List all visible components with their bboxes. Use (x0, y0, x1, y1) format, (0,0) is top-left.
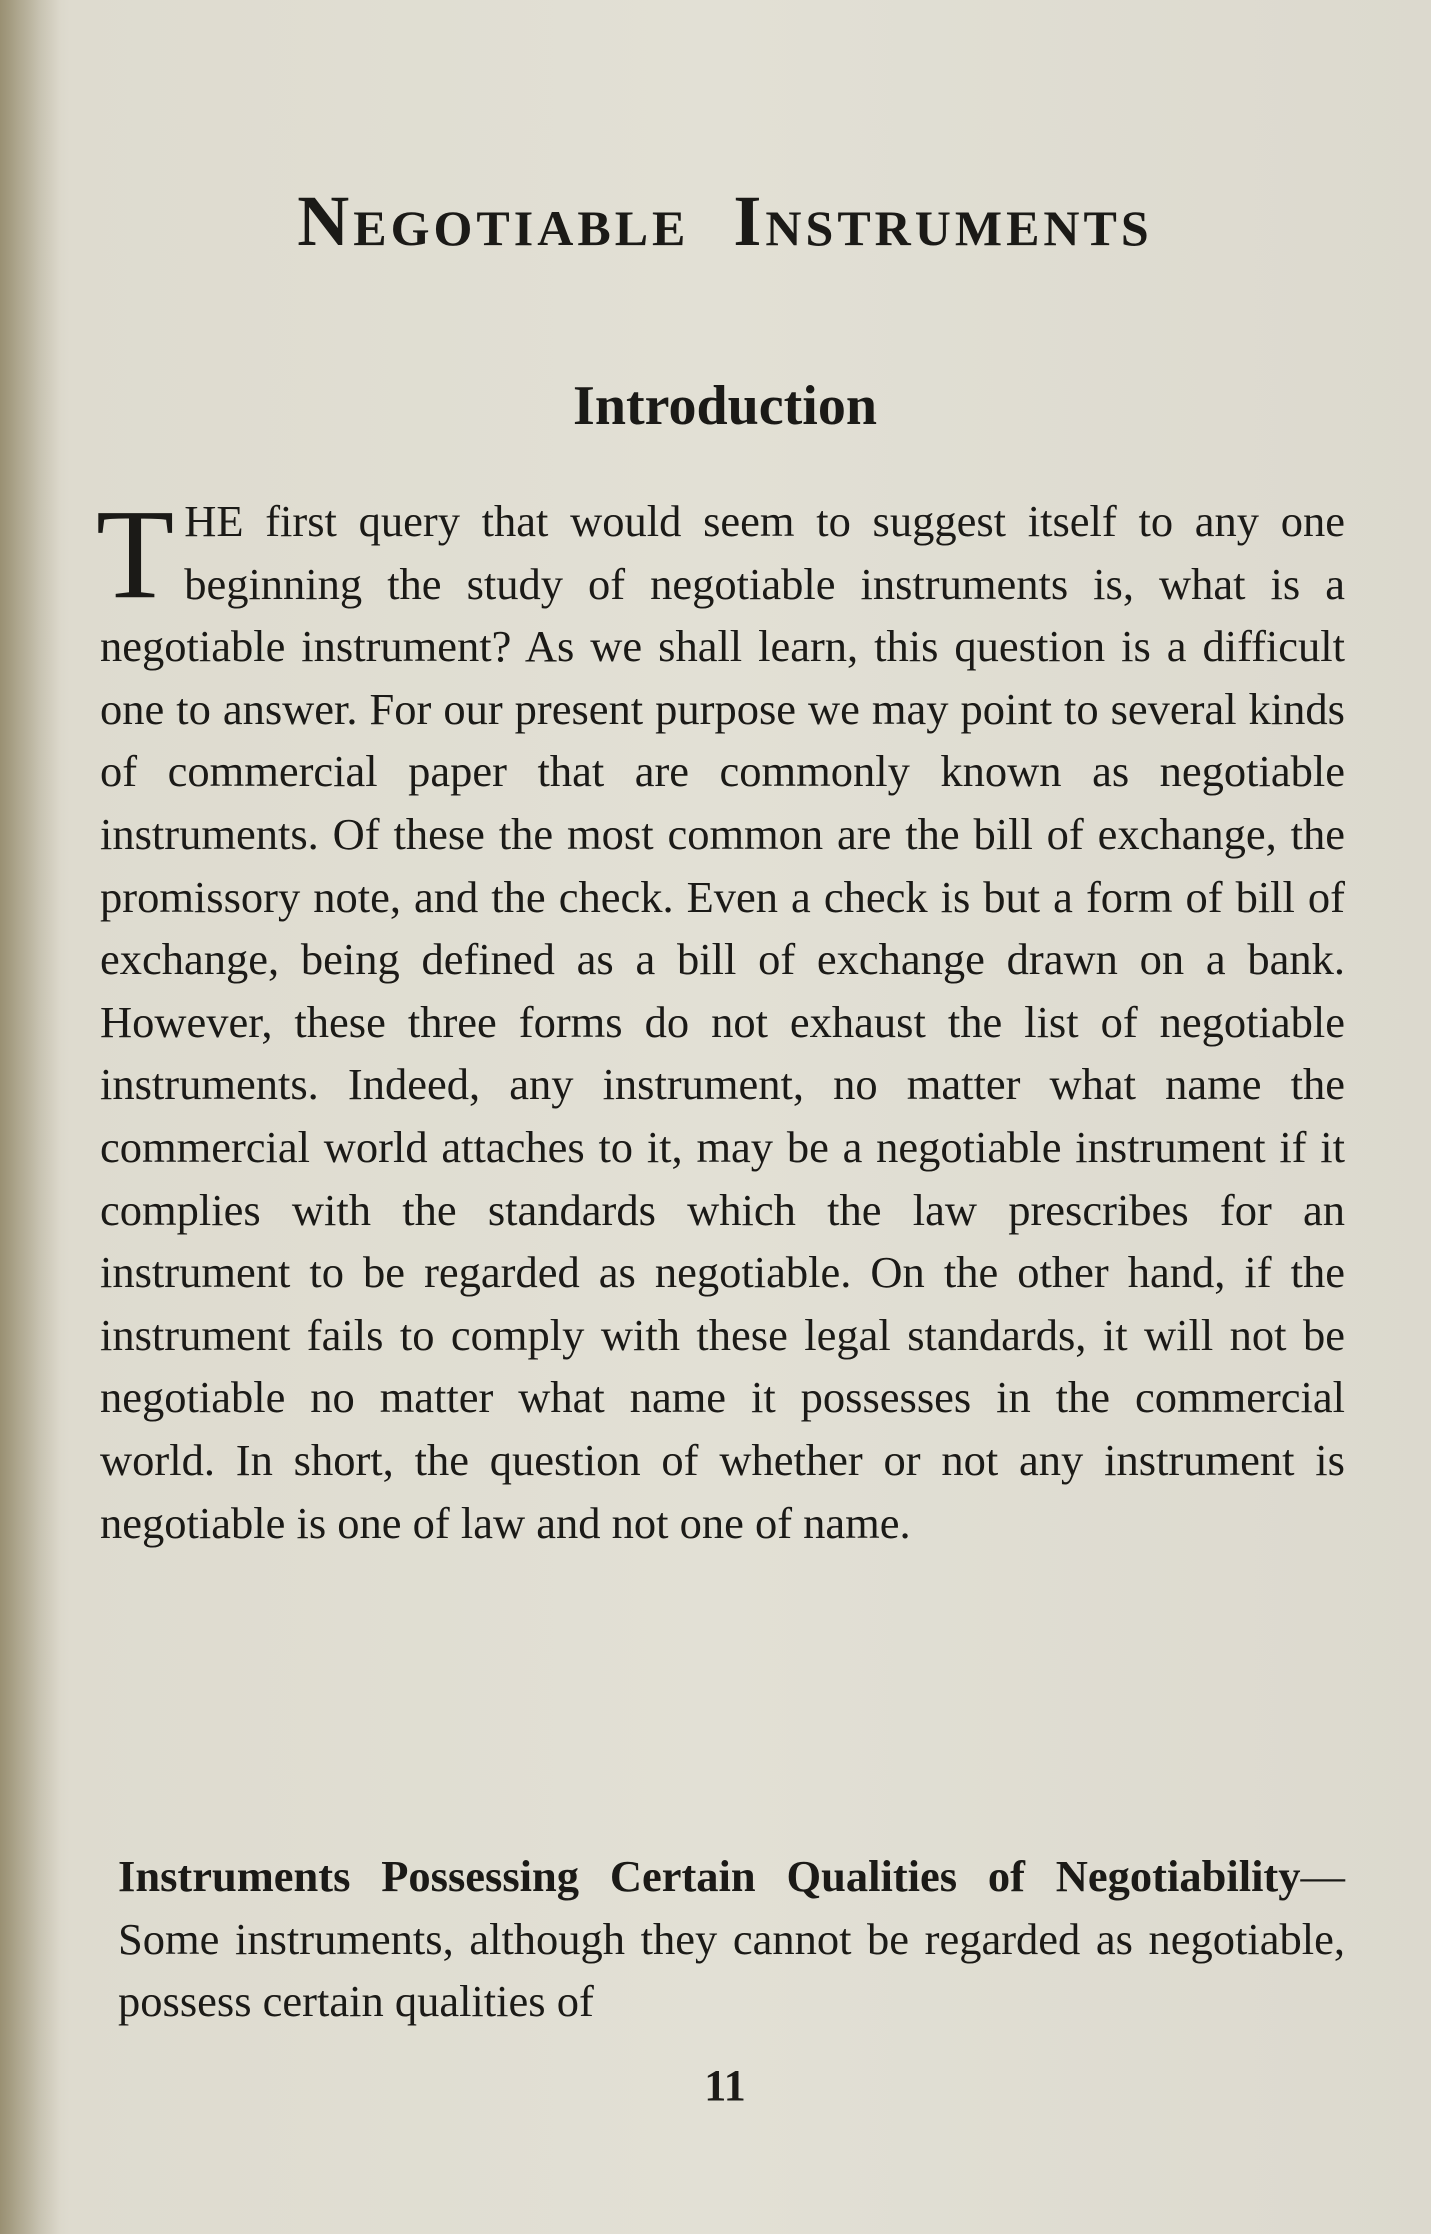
section-subtitle: Introduction (573, 375, 877, 437)
intro-text: first query that would seem to suggest itself to any one beginning the study of negotiable instruments is, what is a negotiable instrument? As we shall learn, this question is a difficult one to answer. For our present purpose we may point to several kinds of commercial paper that are commonly known as negotiable instruments. Of these the most common are the bill of exchange, the promissory note, and the check. Even a check is but a form of bill of exchange, being defined as a bill of exchange drawn on a bank. However, these three forms do not exhaust the list of negotiable instruments. Indeed, any instrument, no matter what name the commercial world attaches to it, may be a negotiable instrument if it complies with the standards which the law prescribes for an instrument to be regarded as negotiable. On the other hand, if the instrument fails to comply with these legal standards, it will not be negotiable no matter what name it possesses in the commercial world. In short, the question of whether or not any instrument is negotiable is one of law and not one of name. (100, 496, 1345, 1548)
lead-caps: HE (184, 496, 244, 546)
em-dash: — (1300, 1851, 1345, 1901)
page-number: 11 (704, 2061, 746, 2110)
subsection-text: Some instruments, although they cannot be regarded as negotiable, possess certain qualities of (118, 1913, 1345, 2027)
binding-gutter-shadow (0, 0, 60, 2234)
subsection-heading: Instruments Possessing Certain Qualities of Negotiability (118, 1851, 1301, 1901)
intro-paragraph (96, 483, 1345, 1554)
drop-cap: T (96, 483, 175, 625)
subsection-paragraph (118, 1845, 1345, 2033)
page-content (96, 0, 1350, 2234)
chapter-title: Negotiable Instruments (297, 181, 1153, 261)
